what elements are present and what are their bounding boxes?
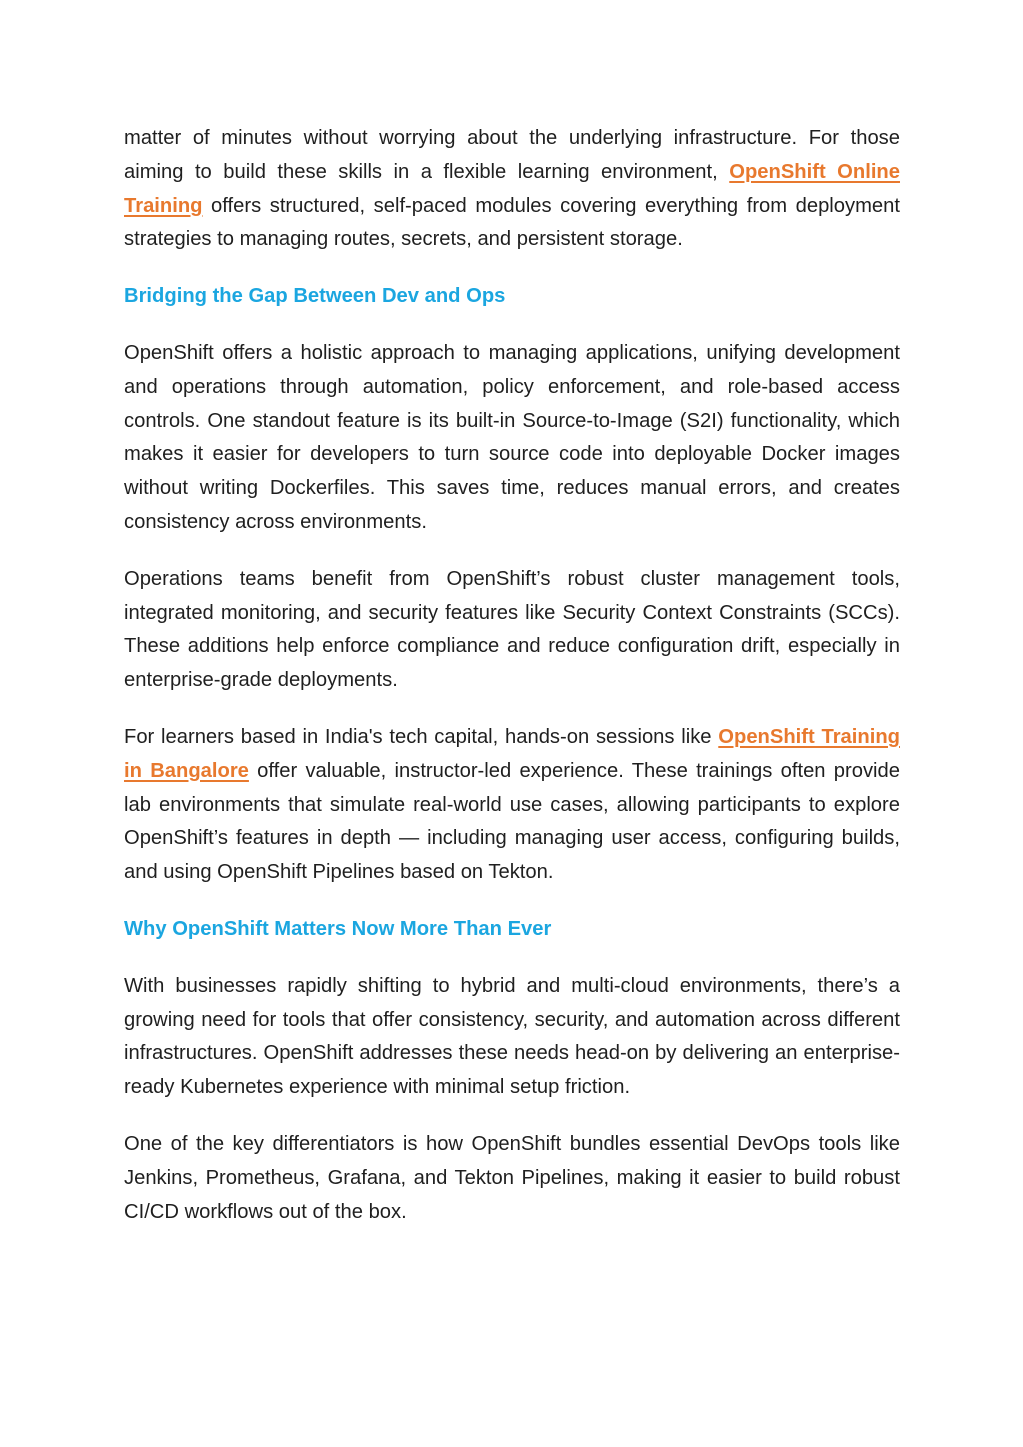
paragraph-intro bbox=[124, 122, 900, 257]
paragraph-learners-bangalore bbox=[124, 721, 900, 890]
paragraph-learners-text-after: offer valuable, instructor-led experience. These trainings often provide lab environments that simulate real-world use cases, allowing participants to explore OpenShift’s features in depth — including managing user access, configuring builds, and using OpenShift Pipelines based on Tekton. bbox=[124, 759, 900, 884]
paragraph-holistic-approach: OpenShift offers a holistic approach to managing applications, unifying development and operations through automation, policy enforcement, and role-based access controls. One standout feature is its built-in Source-to-Image (S2I) functionality, which makes it easier for developers to turn source code into deployable Docker images without writing Dockerfiles. This saves time, reduces manual errors, and creates consistency across environments. bbox=[124, 341, 900, 533]
paragraph-key-differentiators: One of the key differentiators is how OpenShift bundles essential DevOps tools like Jenkins, Prometheus, Grafana, and Tekton Pipelines, making it easier to build robust CI/CD workflows out of the box. bbox=[124, 1132, 900, 1223]
section-heading-why-openshift: Why OpenShift Matters Now More Than Ever bbox=[124, 917, 552, 940]
paragraph-hybrid-cloud: With businesses rapidly shifting to hybrid and multi-cloud environments, there’s a growing need for tools that offer consistency, security, and automation across different infrastructures. OpenShift addresses these needs head-on by delivering an enterprise-ready Kubernetes experience with minimal setup friction. bbox=[124, 974, 900, 1099]
paragraph-intro-text-after: offers structured, self-paced modules covering everything from deployment strategies to managing routes, secrets, and persistent storage. bbox=[124, 194, 900, 251]
paragraph-operations-teams: Operations teams benefit from OpenShift’s robust cluster management tools, integrated monitoring, and security features like Security Context Constraints (SCCs). These additions help enforce compliance and reduce configuration drift, especially in enterprise-grade deployments. bbox=[124, 567, 900, 692]
paragraph-learners-text-before: For learners based in India's tech capital, hands-on sessions like bbox=[124, 725, 719, 748]
document-page bbox=[124, 122, 900, 1252]
paragraph-intro-text-before: matter of minutes without worrying about the underlying infrastructure. For those aiming to build these skills in a flexible learning environment, bbox=[124, 127, 900, 183]
openshift-training-bangalore-link[interactable]: OpenShift Training in Bangalore bbox=[124, 725, 900, 782]
openshift-online-training-link[interactable]: OpenShift Online Training bbox=[124, 160, 900, 217]
section-heading-dev-ops: Bridging the Gap Between Dev and Ops bbox=[124, 285, 506, 308]
